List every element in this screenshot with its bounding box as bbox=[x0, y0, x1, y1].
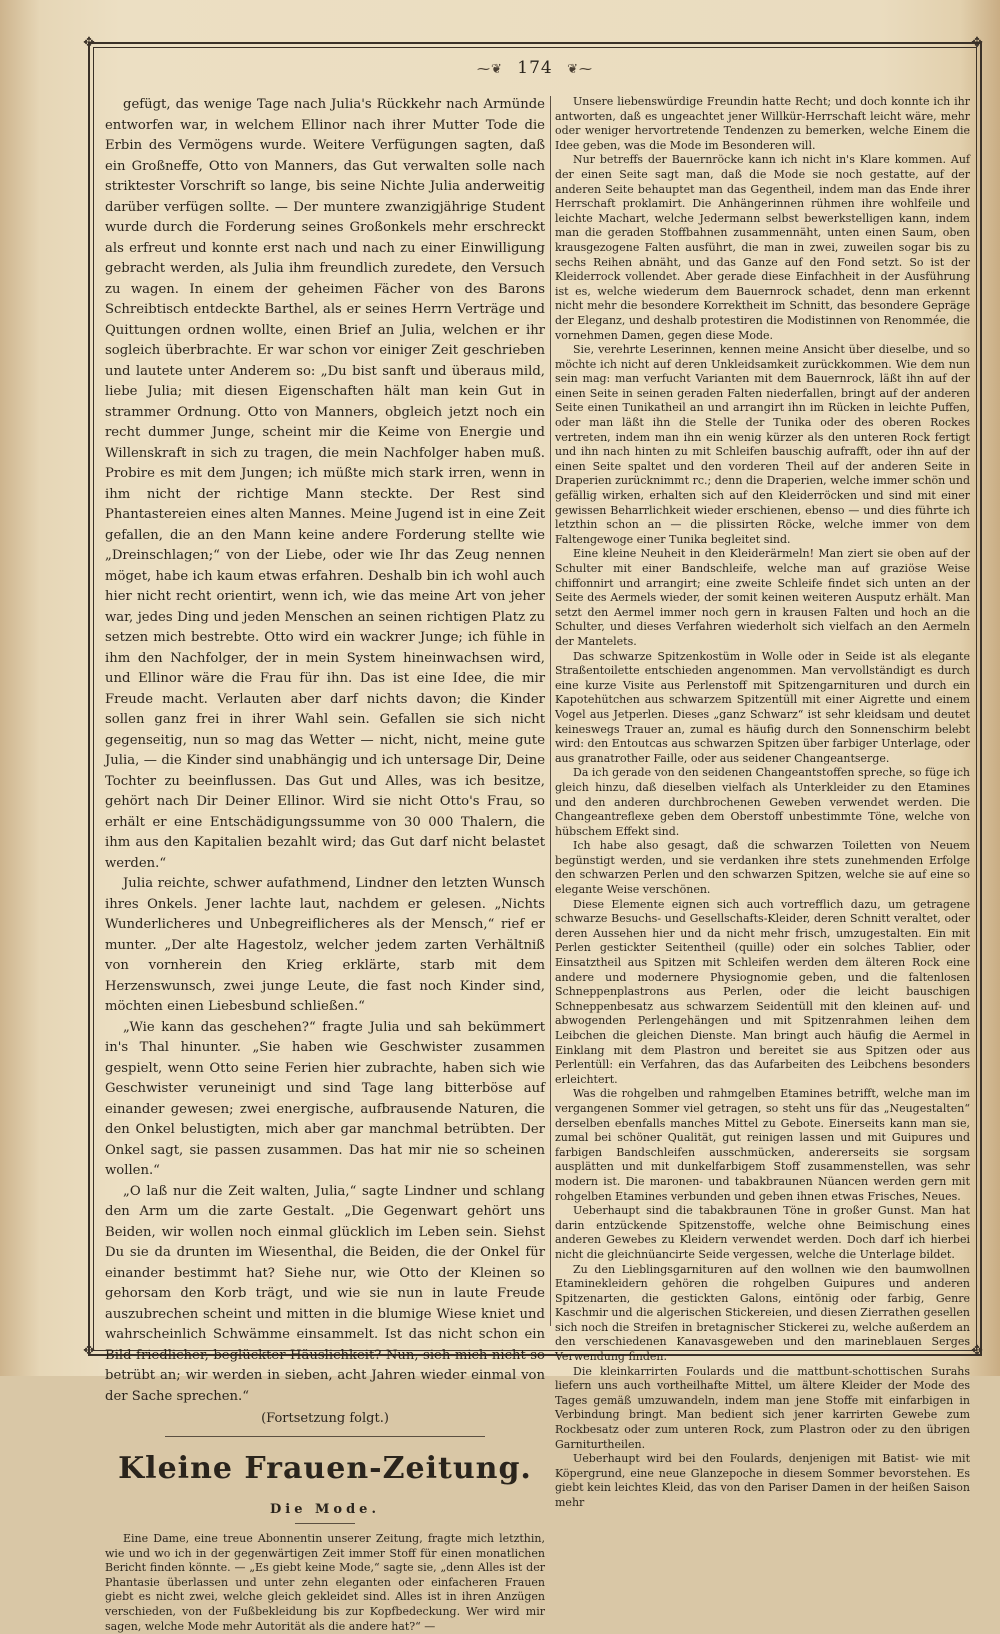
mode-paragraph: Eine kleine Neuheit in den Kleiderärmeln! Man ziert sie oben auf der Schulter mit einer Bandschleife, welche man auf graziöse Weise chiffonnirt und arrangirt; eine zweite Schleife findet sich unten an der Seite des Aermels wieder, der somit keinen weiteren Ausputz erhält. Man setzt den Aermel immer noch gern in krausen Falten und hoch an die Schulter, und dieses Verfahren wiederholt sich vielfach an den Aermeln der Mantelets. bbox=[555, 547, 970, 648]
mode-paragraph: Nur betreffs der Bauernröcke kann ich nicht in's Klare kommen. Auf der einen Seite sagt man, daß die Mode sie noch gestatte, auf der anderen Seite behauptet man das Gegentheil, indem man das Ende ihrer Herrschaft proklamirt. Die Anhängerinnen rühmen ihre wohlfeile und leichte Machart, welche Jedermann selbst bewerkstelligen kann, indem man die geraden Stoffbahnen zusammennäht, unten einen Saum, oben krausgezogene Falten ausführt, die man in zwei, zuweilen sogar bis zu sechs Reihen abnäht, und das Ganze auf den Fond setzt. So ist der Kleiderrock vollendet. Aber gerade diese Einfachheit in der Ausführung ist es, welche wiederum dem Bauernrock schadet, denn man erkennt nicht mehr die besondere Korrektheit im Schnitt, das besondere Gepräge der Eleganz, und deshalb protestiren die Modistinnen von Renommée, die vornehmen Damen, gegen diese Mode. bbox=[555, 153, 970, 342]
mode-paragraph: Sie, verehrte Leserinnen, kennen meine Ansicht über dieselbe, und so möchte ich nicht auf deren Unkleidsamkeit zurückkommen. Wie dem nun sein mag: man verfucht Varianten mit dem Bauernrock, läßt ihn auf der einen Seite in seinen geraden Falten niederfallen, bringt auf der anderen Seite einen Tunikatheil an und arrangirt ihn im Rücken in leichte Puffen, oder man läßt ihn die Stelle der Tunika oder des oberen Rockes vertreten, indem man ihn ein wenig kürzer als den unteren Rock fertigt und ihn nach hinten zu mit Schleifen bauschig aufrafft, oder ihn auf der einen Seite spaltet und den vorderen Theil auf der anderen Seite in Draperien zurücknimmt rc.; denn die Draperien, welche immer schön und gefällig wirken, erhalten sich auf den Kleiderröcken und sind mit einer gewissen Beharrlichkeit wieder erschienen, ebenso — und dies führte ich letzthin schon an — die plissirten Röcke, welche immer von dem Faltengewoge einer Tunika begleitet sind. bbox=[555, 343, 970, 546]
story-paragraph: „O laß nur die Zeit walten, Julia,“ sagte Lindner und schlang den Arm um die zarte Gestalt. „Die Gegenwart gehört uns Beiden, wir wollen noch einmal glücklich im Leben sein. Siehst Du sie da drunten im Wiesenthal, die Beiden, die der Onkel für einander bestimmt hat? Siehe nur, wie Otto der Kleinen so gehorsam den Korb trägt, und wie sie nun in laute Freude auszubrechen scheint und mitten in die blumige Wiese kniet und wahrscheinlich Schwämme einsammelt. Ist das nicht schon ein Bild friedlicher, beglückter Häuslichkeit? Nun, sieh mich nicht so betrübt an; wir werden in sieben, acht Jahren wieder einmal von der Sache sprechen.“ bbox=[105, 1183, 545, 1404]
mode-paragraph: Eine Dame, eine treue Abonnentin unserer Zeitung, fragte mich letzthin, wie und wo ich in der gegenwärtigen Zeit immer Stoff für einen monatlichen Bericht finden könnte. — „Es giebt keine Mode,“ sagte sie, „denn Alles ist der Phantasie überlassen und unter zehn eleganten oder einfacheren Frauen giebt es nicht zwei, welche gleich gekleidet sind. Alles ist in ihren Anzügen verschieden, von der Fußbekleidung bis zur Kopfbedeckung. Wer wird mir sagen, welche Mode mehr Autorität als die andere hat?“ — bbox=[105, 1532, 545, 1633]
mode-paragraph: Ueberhaupt sind die tabakbraunen Töne in großer Gunst. Man hat darin entzückende Spitzenstoffe, welche ohne Beimischung eines anderen Gewebes zu Kleidern verwendet werden. Doch darf ich hierbei nicht die gleichnüancirte Seide vergessen, welche die Unterlage bildet. bbox=[555, 1204, 970, 1261]
mode-paragraph: Unsere liebenswürdige Freundin hatte Recht; und doch konnte ich ihr antworten, daß es ungeachtet jener Willkür-Herrschaft leicht wäre, mehr oder weniger hervortretende Tendenzen zu bemerken, welche Einem die Idee geben, was die Mode im Besonderen will. bbox=[555, 95, 970, 152]
corner-ornament-bottom-right: ✥ bbox=[971, 1343, 983, 1359]
mode-paragraph: Da ich gerade von den seidenen Changeantstoffen spreche, so füge ich gleich hinzu, daß dieselben vielfach als Unterkleider zu den Etamines und den anderen durchbrochenen Geweben verwendet werden. Die Changeantreflexe geben dem Oberstoff unbestimmte Töne, welche von hübschem Effekt sind. bbox=[555, 766, 970, 838]
mode-paragraph: Die kleinkarrirten Foulards und die mattbunt-schottischen Surahs liefern uns auch vortheilhafte Mittel, um ältere Kleider der Mode des Tages gemäß umzuwandeln, indem man jene Stoffe mit einfarbigen in Verbindung bringt. Man bedient sich jener karrirten Gewebe zum Rockbesatz oder zum unteren Rock, zum Plastron oder zu den übrigen Garniturtheilen. bbox=[555, 1364, 970, 1451]
mode-paragraph: Das schwarze Spitzenkostüm in Wolle oder in Seide ist als elegante Straßentoilette entschieden angenommen. Man vervollständigt es durch eine kurze Visite aus Perlenstoff mit Spitzengarnituren und durch ein Kapotehütchen aus schwarzem Spitzentüll mit einer Aigrette und einem Vogel aus Jetperlen. Dieses „ganz Schwarz“ ist sehr kleidsam und deutet keineswegs Trauer an, zumal es häufig durch den Sonnenschirm belebt wird: den Entoutcas aus schwarzen Spitzen über farbiger Unterlage, oder aus granatrother Faille, oder aus seidener Changeantserge. bbox=[555, 649, 970, 765]
column-divider bbox=[550, 96, 551, 1326]
header-ornament-right-icon: ❦⁓ bbox=[567, 62, 594, 77]
section-rule bbox=[165, 1436, 485, 1437]
story-paragraph: gefügt, das wenige Tage nach Julia's Rückkehr nach Armünde entworfen war, in welchem Ellinor nach ihrer Mutter Tode die Erbin des Vermögens wurde. Weitere Verfügungen sagten, daß ein Großneffe, Otto von Manners, das Gut verwalten solle nach striktester Vorschrift so lange, bis seine Nichte Julia anderweitig darüber verfügen sollte. — Der muntere zwanzigjährige Student wurde durch die Forderung seines Großonkels mehr erschreckt als erfreut und konnte erst nach und nach zu einer Einwilligung gebracht werden, als Julia ihm freundlich zuredete, den Versuch zu wagen. In einem der geheimen Fächer von des Barons Schreibtisch entdeckte Barthel, als er seines Herrn Verträge und Quittungen ordnen wollte, einen Brief an Julia, welchen er ihr sogleich überbrachte. Er war schon vor einiger Zeit geschrieben und lautete unter Anderem so: „Du bist sanft und überaus mild, liebe Julia; mit diesen Eigenschaften hält man kein Gut in strammer Ordnung. Otto von Manners, obgleich jetzt noch ein recht dummer Junge, scheint mir die Keime von Energie und Willenskraft in sich zu tragen, die mein Nachfolger haben muß. Probire es mit dem Jungen; ich müßte mich stark irren, wenn in ihm nicht der richtige Mann steckte. Der Rest sind Phantastereien eines alten Mannes. Meine Jugend ist in eine Zeit gefallen, die an den Mann keine andere Forderung stellte wie „Dreinschlagen;“ von der Liebe, oder wie Ihr das Zeug nennen möget, habe ich kaum etwas erfahren. Deshalb bin ich wohl auch hier nicht recht orientirt, wenn ich, wie das meine Art von jeher war, jedes Ding und jeden Menschen an seinen richtigen Platz zu setzen mich bestrebte. Otto wird ein wackrer Junge; ich fühle in ihm den Nachfolger, der in mein System hineinwachsen wird, und Ellinor wäre die Frau für ihn. Das ist eine Idee, die mir Freude macht. Verlauten aber darf nichts davon; die Kinder sollen ganz frei in ihrer Wahl sein. Gefallen sie sich nicht gegenseitig, nun so mag das Wetter — nicht, nicht, meine gute Julia, — die Kinder sind unabhängig und ich untersage Dir, Deine Tochter zu beeinflussen. Das Gut und Alles, was ich besitze, gehört nach Dir Deiner Ellinor. Wird sie nicht Otto's Frau, so erhält er eine Entschädigungssumme von 30 000 Thalern, die ihm aus den Kapitalien bezahlt wird; das Gut darf nicht belastet werden.“ bbox=[105, 97, 545, 871]
mode-paragraph: Was die rohgelben und rahmgelben Etamines betrifft, welche man im vergangenen Sommer viel getragen, so steht uns für das „Neugestalten“ derselben ebenfalls manches Mittel zu Gebote. Einerseits kann man sie, zumal bei schöner Qualität, gut reinigen lassen und mit Guipures und farbigen Bandschleifen ausschmücken, andererseits sie sorgsam ausplätten und mit dunkelfarbigem Stoff zusammenstellen, was sehr modern ist. Die maronen- und tabakbraunen Nüancen werden gern mit rohgelben Etamines verbunden und geben ihnen etwas Frisches, Neues. bbox=[555, 1087, 970, 1203]
left-column bbox=[105, 95, 545, 1633]
mode-paragraph: Ich habe also gesagt, daß die schwarzen Toiletten von Neuem begünstigt werden, und sie verdanken ihre stets zunehmenden Erfolge den schwarzen Perlen und den schwarzen Spitzen, welche sie auf eine so elegante Weise verschönen. bbox=[555, 839, 970, 897]
corner-ornament-top-left: ✥ bbox=[83, 35, 95, 51]
mode-paragraph: Zu den Lieblingsgarnituren auf den wollnen wie den baumwollnen Etaminekleidern gehören die rohgelben Guipures und anderen Spitzenarten, die gestickten Galons, eintönig oder farbig, Genre Kaschmir und die algerischen Stickereien, und diesen Zierrathen gesellen sich noch die Streifen in bretagnischer Stickerei zu, welche außerdem an den verschiedenen Kanavasgeweben und den marineblauen Serges Verwendung finden. bbox=[555, 1262, 970, 1364]
story-paragraph: Julia reichte, schwer aufathmend, Lindner den letzten Wunsch ihres Onkels. Jener lachte laut, nachdem er gelesen. „Nichts Wunderlicheres und Unbegreiflicheres als der Mensch,“ rief er munter. „Der alte Hagestolz, welcher jedem zarten Verhältniß von vornherein den Krieg erklärte, starb mit dem Herzenswunsch, zwei junge Leute, die fast noch Kinder sind, möchten einen Liebesbund schließen.“ bbox=[105, 876, 545, 1014]
mode-paragraph: Diese Elemente eignen sich auch vortrefflich dazu, um getragene schwarze Besuchs- und Gesellschafts-Kleider, deren Schnitt veraltet, oder deren Aussehen hier und da nicht mehr frisch, umzugestalten. Ein mit Perlen gestickter Seitentheil (quille) oder ein solches Tablier, oder Einsatztheil aus Spitzen mit Schleifen werden dem älteren Rock eine andere und modernere Physiognomie geben, und die faltenlosen Schneppenplastrons aus Perlen, oder die leicht bauschigen Schneppenbesatz aus schwarzem Seidentüll mit den kleinen auf- und abwogenden Perlengehängen und mit Spitzenrahmen leihen dem Leibchen die gleichen Dienste. Man bringt auch häufig die Aermel in Einklang mit dem Plastron und bereitet sie aus Spitzen oder aus Perlentüll: ein Verfahren, das das Aufarbeiten des Leibchens besonders erleichtert. bbox=[555, 897, 970, 1086]
continuation-note: (Fortsetzung folgt.) bbox=[261, 1411, 389, 1426]
page-number: 174 bbox=[517, 58, 553, 78]
page-header bbox=[88, 58, 982, 78]
corner-ornament-bottom-left: ✥ bbox=[83, 1343, 95, 1359]
subsection-title: Die Mode. bbox=[270, 1502, 380, 1517]
section-title: Kleine Frauen-Zeitung. bbox=[118, 1451, 532, 1486]
story-paragraph: „Wie kann das geschehen?“ fragte Julia und sah bekümmert in's Thal hinunter. „Sie haben wie Geschwister zusammen gespielt, wenn Otto seine Ferien hier zubrachte, haben sich wie Geschwister veruneinigt und sind Tage lang bitterböse auf einander gewesen; zwei energische, aufbrausende Naturen, die den Onkel belustigten, mich aber gar manchmal betrübten. Der Onkel sagt, sie passen zusammen. Das hat mir nie so scheinen wollen.“ bbox=[105, 1019, 545, 1178]
subsection-rule bbox=[295, 1523, 355, 1524]
header-ornament-left-icon: ⁓❦ bbox=[476, 62, 503, 77]
right-column bbox=[555, 95, 970, 1509]
corner-ornament-top-right: ✥ bbox=[971, 35, 983, 51]
mode-paragraph: Ueberhaupt wird bei den Foulards, denjenigen mit Batist- wie mit Köpergrund, eine neue Glanzepoche in diesem Sommer bevorstehen. Es giebt kein leichtes Kleid, das von den Pariser Damen in der heißen Saison mehr bbox=[555, 1452, 970, 1509]
